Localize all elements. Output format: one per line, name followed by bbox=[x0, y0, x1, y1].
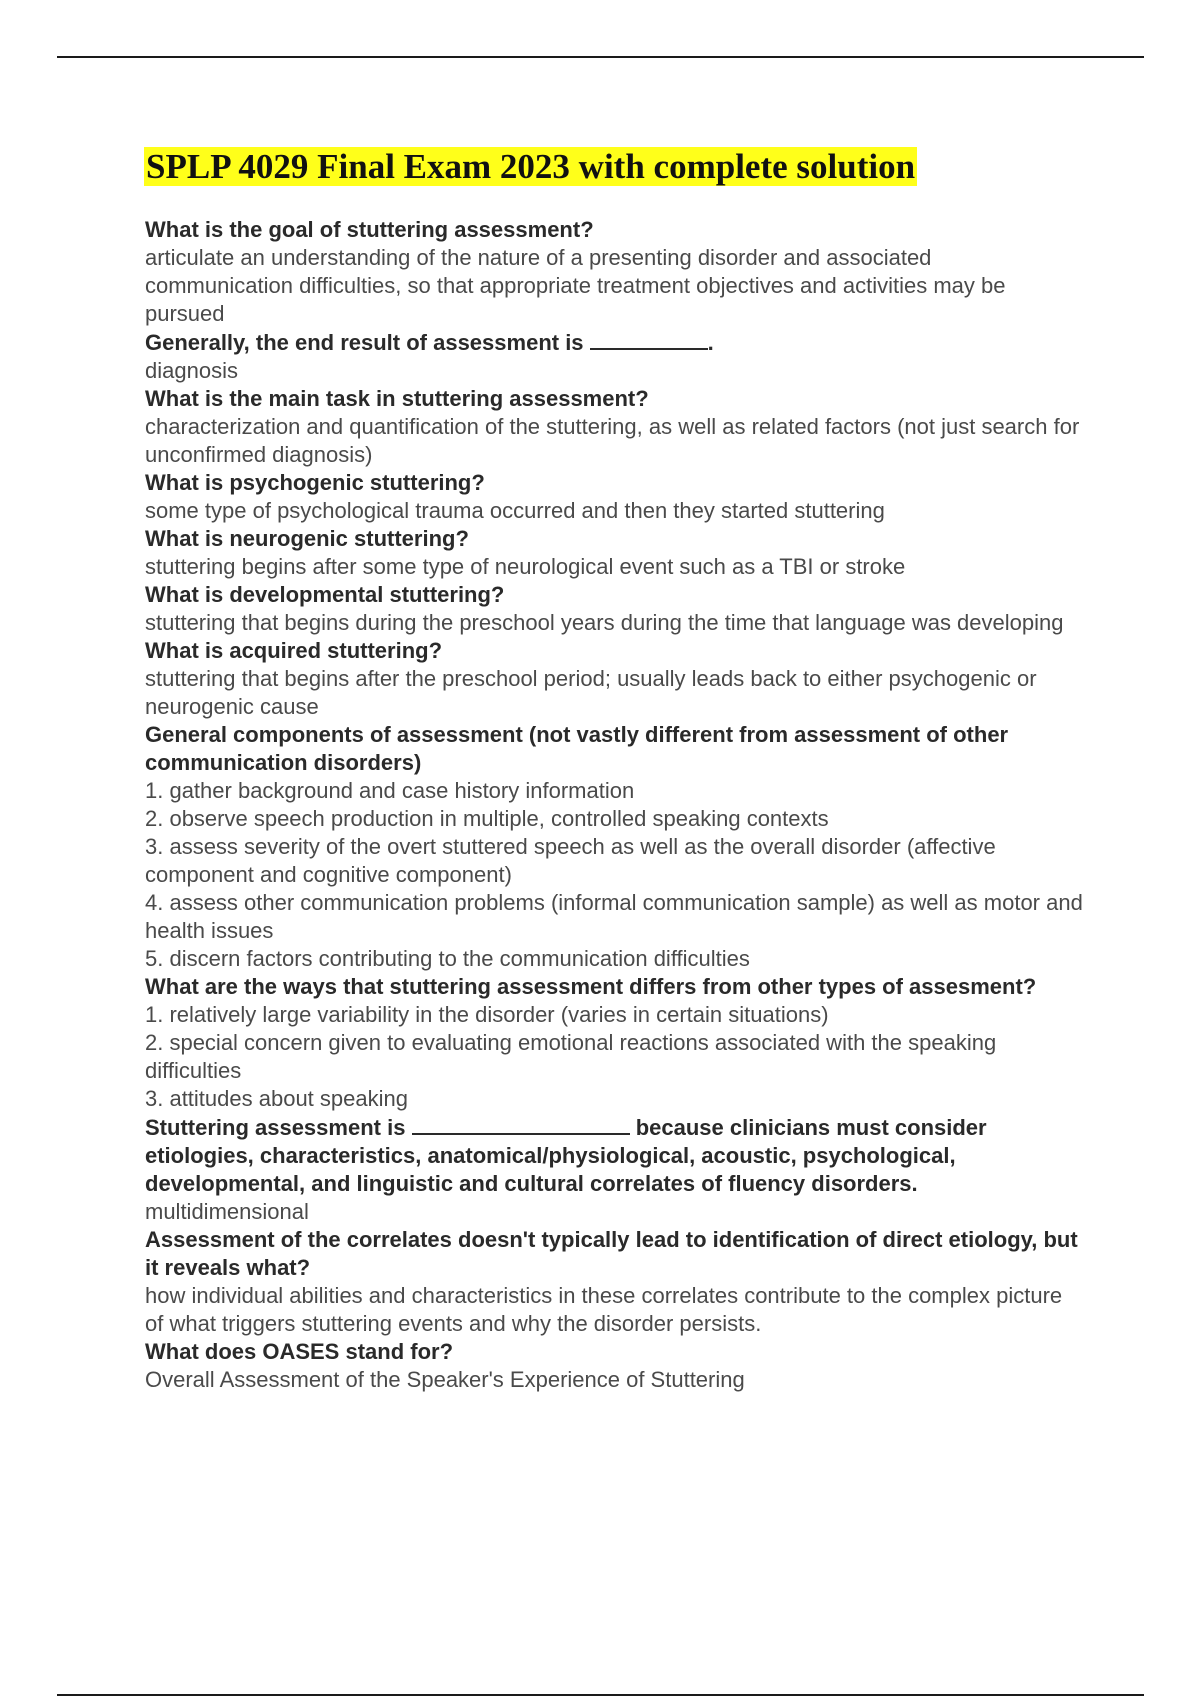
qa-item bbox=[145, 1338, 1085, 1394]
bottom-rule bbox=[57, 1694, 1144, 1696]
qa-item bbox=[145, 525, 1085, 581]
answer-line: 5. discern factors contributing to the communication difficulties bbox=[145, 946, 750, 971]
document-title bbox=[144, 143, 917, 191]
answer-line: 3. assess severity of the overt stuttered speech as well as the overall disorder (affective component and cognitive component) bbox=[145, 834, 996, 887]
top-rule bbox=[57, 56, 1144, 58]
answer-line: 4. assess other communication problems (informal communication sample) as well as motor and health issues bbox=[145, 890, 1083, 943]
question: What is psychogenic stuttering? bbox=[145, 470, 485, 495]
answer-blank bbox=[590, 328, 708, 350]
question-text: Stuttering assessment is bbox=[145, 1115, 406, 1140]
qa-item bbox=[145, 385, 1085, 469]
qa-item bbox=[145, 637, 1085, 721]
answer: articulate an understanding of the nature of a presenting disorder and associated communication difficulties, so that appropriate treatment objectives and activities may be pursued bbox=[145, 245, 1006, 326]
question-text: Generally, the end result of assessment is bbox=[145, 330, 584, 355]
answer: stuttering that begins after the preschool period; usually leads back to either psychogenic or neurogenic cause bbox=[145, 666, 1037, 719]
answer: some type of psychological trauma occurred and then they started stuttering bbox=[145, 498, 885, 523]
qa-item bbox=[145, 328, 1085, 385]
question-text: . bbox=[707, 330, 714, 355]
qa-item bbox=[145, 1113, 1085, 1226]
question-text: because clinicians must consider etiologies, characteristics, anatomical/physiological, acoustic, psychological, developmental, and linguistic and cultural correlates of fluency disorders. bbox=[145, 1115, 987, 1196]
question bbox=[145, 328, 1085, 357]
answer-blank bbox=[412, 1113, 630, 1135]
qa-item bbox=[145, 721, 1085, 973]
question: Assessment of the correlates doesn't typically lead to identification of direct etiology, but it reveals what? bbox=[145, 1227, 1078, 1280]
question: General components of assessment (not vastly different from assessment of other communication disorders) bbox=[145, 722, 1009, 775]
qa-item bbox=[145, 1226, 1085, 1338]
question: What is neurogenic stuttering? bbox=[145, 526, 469, 551]
question: What are the ways that stuttering assessment differs from other types of assesment? bbox=[145, 974, 1037, 999]
question: What is developmental stuttering? bbox=[145, 582, 505, 607]
qa-list bbox=[145, 216, 1085, 1394]
answer: diagnosis bbox=[145, 358, 238, 383]
qa-item bbox=[145, 216, 1085, 328]
qa-item bbox=[145, 973, 1085, 1113]
question: What is the goal of stuttering assessment? bbox=[145, 217, 594, 242]
answer: Overall Assessment of the Speaker's Experience of Stuttering bbox=[145, 1367, 745, 1392]
question: What does OASES stand for? bbox=[145, 1339, 454, 1364]
answer: stuttering begins after some type of neurological event such as a TBI or stroke bbox=[145, 554, 906, 579]
answer: how individual abilities and characteristics in these correlates contribute to the complex picture of what triggers stuttering events and why the disorder persists. bbox=[145, 1283, 1063, 1336]
question: What is acquired stuttering? bbox=[145, 638, 443, 663]
answer: stuttering that begins during the preschool years during the time that language was developing bbox=[145, 610, 1064, 635]
answer: characterization and quantification of the stuttering, as well as related factors (not just search for unconfirmed diagnosis) bbox=[145, 414, 1080, 467]
answer: multidimensional bbox=[145, 1199, 309, 1224]
title-highlight: SPLP 4029 Final Exam 2023 with complete solution bbox=[146, 147, 916, 186]
answer-line: 1. relatively large variability in the disorder (varies in certain situations) bbox=[145, 1002, 829, 1027]
question bbox=[145, 1113, 1085, 1198]
answer-line: 2. special concern given to evaluating emotional reactions associated with the speaking difficulties bbox=[145, 1030, 997, 1083]
answer-line: 3. attitudes about speaking bbox=[145, 1086, 408, 1111]
answer-line: 1. gather background and case history information bbox=[145, 778, 635, 803]
qa-item bbox=[145, 469, 1085, 525]
answer-line: 2. observe speech production in multiple, controlled speaking contexts bbox=[145, 806, 829, 831]
qa-item bbox=[145, 581, 1085, 637]
question: What is the main task in stuttering assessment? bbox=[145, 386, 649, 411]
